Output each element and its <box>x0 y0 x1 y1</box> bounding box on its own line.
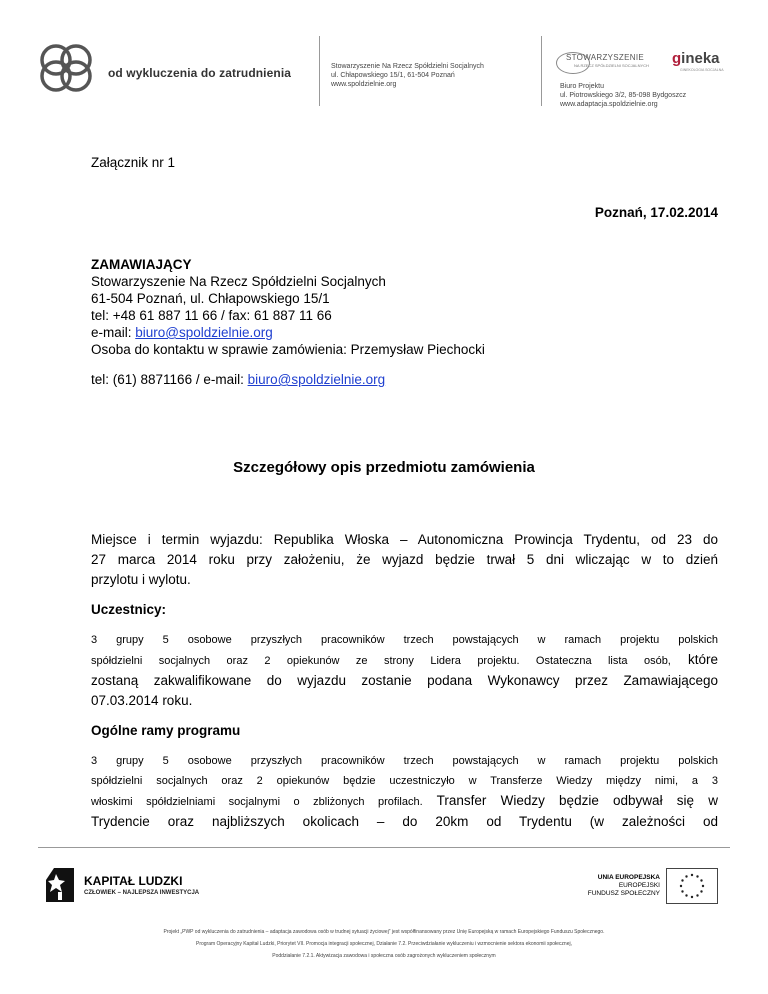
orderer-address: 61-504 Poznań, ul. Chłapowskiego 15/1 <box>91 291 330 306</box>
document-title: Szczegółowy opis przedmiotu zamówienia <box>233 459 535 476</box>
eu-line: UNIA EUROPEJSKA <box>597 874 660 881</box>
kapital-ludzki-title: KAPITAŁ LUDZKI <box>84 874 183 888</box>
header-divider-right <box>541 36 542 106</box>
contact-person: Osoba do kontaktu w sprawie zamówienia: Przemysław Piechocki <box>91 342 485 357</box>
program-line: włoskimi spółdzielniami socjalnymi o zbliżonych profilach. Transfer Wiedzy będzie odbywał się w <box>91 793 718 808</box>
orderer-email-link[interactable]: biuro@spoldzielnie.org <box>135 325 273 340</box>
participants-heading: Uczestnicy: <box>91 602 167 617</box>
gineka-logo-sub: GINEKOLOGIA SOCJALNA <box>680 68 724 72</box>
stow-logo-sub: NA RZECZ SPÓŁDZIELNI SOCJALNYCH <box>574 63 649 68</box>
program-line: 3 grupy 5 osobowe przyszłych pracowników trzech powstających w ramach projektu polskich <box>91 755 718 767</box>
org-www-line: www.spoldzielnie.org <box>331 81 397 88</box>
rings-logo-icon <box>38 42 102 94</box>
orderer-heading: ZAMAWIAJĄCY <box>91 257 192 272</box>
program-line: spółdzielni socjalnych oraz 2 opiekunów będzie uczestniczyło w Transferze Wiedzy między nimi, a 3 <box>91 775 718 787</box>
contact-line: tel: (61) 8871166 / e-mail: biuro@spoldzielnie.org <box>91 372 386 387</box>
office-address-block <box>560 82 686 109</box>
header-divider <box>319 36 320 106</box>
place-term-line: 27 marca 2014 roku przy założeniu, że wyjazd będzie trwał 5 dni wliczając w to dzień <box>91 552 718 567</box>
footer-divider <box>38 847 730 848</box>
program-line: Trydencie oraz najbliższych okolicach – do 20km od Trydentu (w zależności od <box>91 814 718 829</box>
footer-note: Program Operacyjny Kapitał Ludzki, Priorytet VII. Promocja integracji społecznej, Działanie 7.2. Przeciwdziałanie wykluczeniu i wzmocnienie sektora ekonomii społecznej, <box>195 941 572 947</box>
office-www-line: www.adaptacja.spoldzielnie.org <box>560 101 658 108</box>
office-name-line: Biuro Projektu <box>560 83 604 90</box>
stowarzyszenie-logo <box>556 52 649 74</box>
contact-email-link[interactable]: biuro@spoldzielnie.org <box>247 372 386 387</box>
footer-note: Poddziałanie 7.2.1. Aktywizacja zawodowa i społeczna osób zagrożonych wykluczeniem społecznym <box>272 953 496 959</box>
org-street-line: ul. Chłapowskiego 15/1, 61-504 Poznań <box>331 72 455 79</box>
eu-label-block <box>560 874 660 898</box>
program-heading: Ogólne ramy programu <box>91 723 241 738</box>
participants-paragraph <box>91 630 718 711</box>
orderer-name: Stowarzyszenie Na Rzecz Spółdzielni Socjalnych <box>91 274 386 289</box>
attachment-label: Załącznik nr 1 <box>91 155 176 170</box>
footer-notes <box>0 926 768 962</box>
eu-line: EUROPEJSKI <box>618 882 660 889</box>
participants-line: zostaną zakwalifikowane do wyjazdu zostanie podana Wykonawcy przez Zamawiającego <box>91 673 718 688</box>
gineka-logo: gineka <box>672 50 720 67</box>
org-address-block <box>331 62 484 89</box>
footer-note: Projekt „PWP od wykluczenia do zatrudnienia – adaptacja zawodowa osób w trudnej sytuacji życiowej” jest współfinansowany przez Unię Europejską w ramach Europejskiego Funduszu Społecznego. <box>163 929 605 935</box>
participants-line: spółdzielni socjalnych oraz 2 opiekunów ze strony Lidera projektu. Ostateczna lista osób, które <box>91 652 718 667</box>
orderer-email-line: e-mail: biuro@spoldzielnie.org <box>91 325 273 340</box>
eu-flag-icon <box>666 868 718 904</box>
program-paragraph <box>91 751 718 832</box>
place-term-line: przylotu i wylotu. <box>91 572 191 587</box>
place-term-paragraph <box>91 530 718 590</box>
participants-line: 3 grupy 5 osobowe przyszłych pracowników trzech powstających w ramach projektu polskich <box>91 634 718 646</box>
eu-line: FUNDUSZ SPOŁECZNY <box>587 890 660 897</box>
place-term-line: Miejsce i termin wyjazdu: Republika Włoska – Autonomiczna Prowincja Trydentu, od 23 do <box>91 532 718 547</box>
kapital-ludzki-sub: CZŁOWIEK – NAJLEPSZA INWESTYCJA <box>84 890 200 896</box>
orderer-phone: tel: +48 61 887 11 66 / fax: 61 887 11 66 <box>91 308 332 323</box>
place-date: Poznań, 17.02.2014 <box>594 205 718 220</box>
office-street-line: ul. Piotrowskiego 3/2, 85-098 Bydgoszcz <box>560 92 687 99</box>
org-name-line: Stowarzyszenie Na Rzecz Spółdzielni Socjalnych <box>331 63 484 70</box>
participants-line: 07.03.2014 roku. <box>91 693 193 708</box>
project-logo-text: od wykluczenia do zatrudnienia <box>108 66 292 80</box>
kapital-ludzki-logo-icon <box>44 866 76 904</box>
stow-logo-main: STOWARZYSZENIE <box>566 53 644 62</box>
